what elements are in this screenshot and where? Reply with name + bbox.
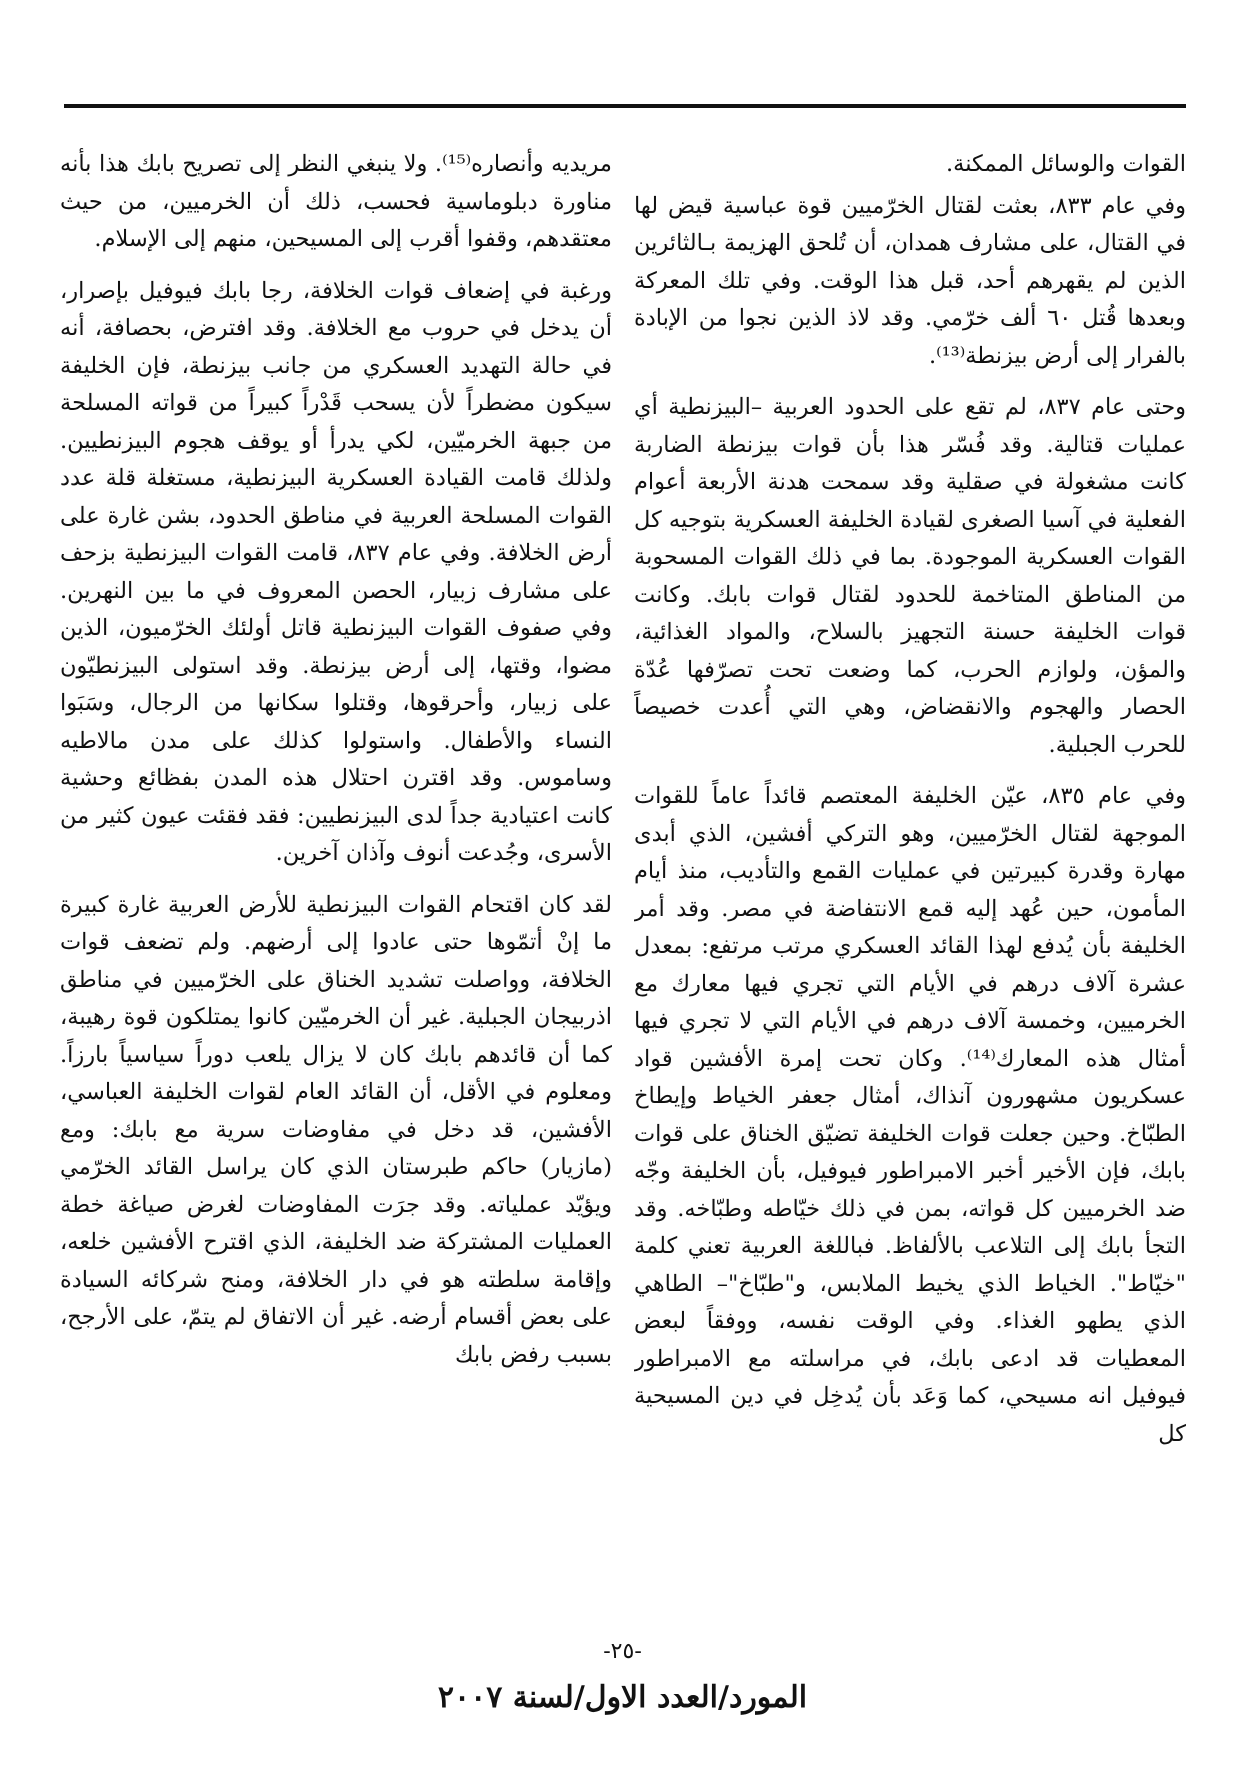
header-rule	[64, 104, 1186, 108]
page-number: -٢٥-	[603, 1639, 642, 1664]
paragraph: القوات والوسائل الممكنة.	[945, 151, 1186, 177]
paragraph: وحتى عام ٨٣٧، لم تقع على الحدود العربية –البيزنطية أي عمليات قتالية. وقد فُسّر هذا بأن قوات بيزنطة الضاربة كانت مشغولة في صقلية وقد سمحت هدنة الأربعة أعوام الفعلية في آسيا الصغرى لقيادة الخليفة العسكرية بتوجيه كل القوات العسكرية الموجودة. بما في ذلك القوات المسحوبة من المناطق المتاخمة للحدود لقتال قوات بابك. وكانت قوات الخليفة حسنة التجهيز بالسلاح، والمواد الغذائية، والمؤن، ولوازم الحرب، كما وضعت تحت تصرّفها عُدّة الحصار والهجوم والانقضاض، وهي التي أُعدت خصيصاً للحرب الجبلية.	[634, 394, 1186, 758]
paragraph: وفي عام ٨٣٥، عيّن الخليفة المعتصم قائداً عاماً للقوات الموجهة لقتال الخرّميين، وهو التركي أفشين، الذي أبدى مهارة وقدرة كبيرتين في عمليات القمع والتأديب، منذ أيام المأمون، حين عُهد إليه قمع الانتفاضة في مصر. وقد أمر الخليفة بأن يُدفع لهذا القائد العسكري مرتب مرتفع: بمعدل عشرة آلاف درهم في الأيام التي تجري فيها معارك مع الخرميين، وخمسة آلاف درهم في الأيام التي لا تجري فيها أمثال هذه المعارك⁽¹⁴⁾. وكان تحت إمرة الأفشين قواد عسكريون مشهورون آنذاك، أمثال جعفر الخياط وإيطاخ الطبّاخ. وحين جعلت قوات الخليفة تضيّق الخناق على قوات بابك، فإن الأخير أخبر الامبراطور فيوفيل، بأن الخليفة وجّه ضد الخرميين كل قواته، بمن في ذلك خيّاطه وطبّاخه. وقد التجأ بابك إلى التلاعب بالألفاظ. فباللغة العربية تعني كلمة "خيّاط". الخياط الذي يخيط الملابس، و"طبّاخ"– الطاهي الذي يطهو الغذاء. وفي الوقت نفسه، ووفقاً لبعض المعطيات قد ادعى بابك، في مراسلته مع الامبراطور فيوفيل انه مسيحي، كما وَعَد بأن يُدخِل في دين المسيحية كل	[634, 783, 1186, 1447]
right-column	[634, 146, 1186, 1606]
paragraph: وفي عام ٨٣٣، بعثت لقتال الخرّميين قوة عباسية قيض لها في القتال، على مشارف همدان، أن تُلحق الهزيمة بـالثائرين الذين لم يقهرهم أحد، قبل هذا الوقت. وفي تلك المعركة وبعدها قُتل ٦٠ ألف خرّمي. وقد لاذ الذين نجوا من الإبادة بالفرار إلى أرض بيزنطة⁽¹³⁾.	[634, 192, 1186, 369]
paragraph: ورغبة في إضعاف قوات الخلافة، رجا بابك فيوفيل بإصرار، أن يدخل في حروب مع الخلافة. وقد افترض، بحصافة، أنه في حالة التهديد العسكري من جانب بيزنطة، فإن الخليفة سيكون مضطراً لأن يسحب قَدْراً كبيراً من قواته المسلحة من جبهة الخرميّين، لكي يدرأ أو يوقف هجوم البيزنطيين. ولذلك قامت القيادة العسكرية البيزنطية، مستغلة قلة عدد القوات المسلحة العربية في مناطق الحدود، بشن غارة على أرض الخلافة. وفي عام ٨٣٧، قامت القوات البيزنطية بزحف على مشارف زبيار، الحصن المعروف في ما بين النهرين. وفي صفوف القوات البيزنطية قاتل أولئك الخرّميون، الذين مضوا، وقتها، إلى أرض بيزنطة. وقد استولى البيزنطيّون على زبيار، وأحرقوها، وقتلوا سكانها من الرجال، وسَبَوا النساء والأطفال. واستولوا كذلك على مدن مالاطيه وساموس. وقد اقترن احتلال هذه المدن بفظائع وحشية كانت اعتيادية جداً لدى البيزنطيين: فقد فقئت عيون كثير من الأسرى، وجُدعت أنوف وآذان آخرين.	[60, 277, 612, 866]
journal-footer: المورد/العدد الاول/لسنة ٢٠٠٧	[437, 1680, 808, 1715]
paragraph: لقد كان اقتحام القوات البيزنطية للأرض العربية غارة كبيرة ما إنْ أتمّوها حتى عادوا إلى أرضهم. ولم تضعف قوات الخلافة، وواصلت تشديد الخناق على الخرّميين في مناطق اذربيجان الجبلية. غير أن الخرميّين كانوا يمتلكون قوة رهيبة، كما أن قائدهم بابك كان لا يزال يلعب دوراً سياسياً بارزاً. ومعلوم في الأقل، أن القائد العام لقوات الخليفة العباسي، الأفشين، قد دخل في مفاوضات سرية مع بابك: ومع (مازيار) حاكم طبرستان الذي كان يراسل القائد الخرّمي ويؤيّد عملياته. وقد جرَت المفاوضات لغرض صياغة خطة العمليات المشتركة ضد الخليفة، الذي اقترح الأفشين خلعه، وإقامة سلطته هو في دار الخلافة، ومنح شركائه السيادة على بعض أقسام أرضه. غير أن الاتفاق لم يتمّ، على الأرجح، بسبب رفض بابك	[60, 891, 612, 1368]
paragraph: مريديه وأنصاره⁽¹⁵⁾. ولا ينبغي النظر إلى تصريح بابك هذا بأنه مناورة دبلوماسية فحسب، ذلك أن الخرميين، من حيث معتقدهم، وقفوا أقرب إلى المسيحين، منهم إلى الإسلام.	[60, 151, 612, 252]
left-column	[60, 146, 612, 1606]
